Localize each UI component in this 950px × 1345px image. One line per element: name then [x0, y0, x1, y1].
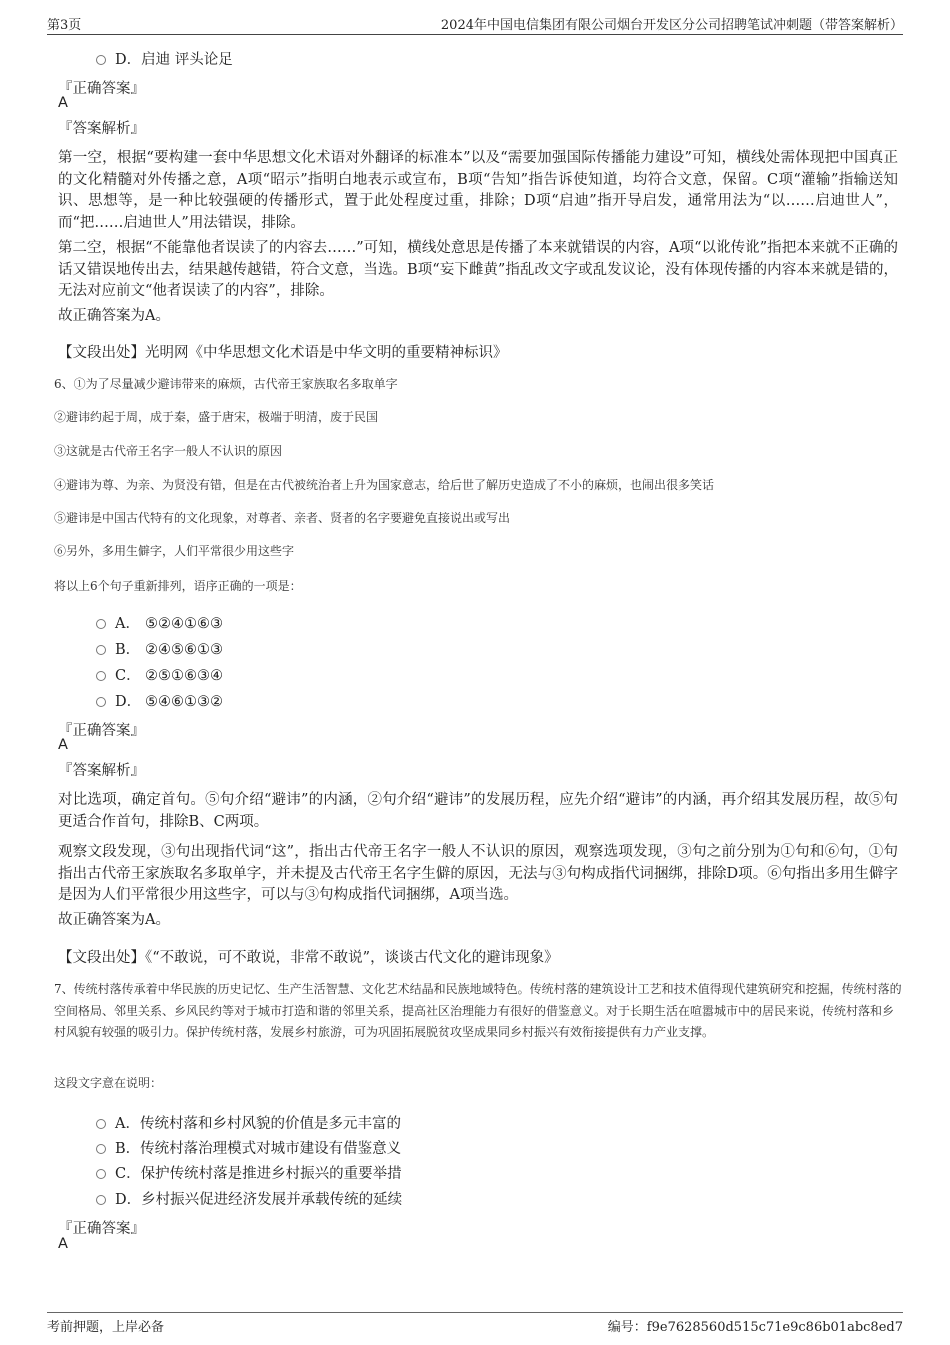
option-text: 传统村落治理模式对城市建设有借鉴意义 [140, 1141, 402, 1157]
page-footer [47, 1312, 903, 1336]
q6-sentence: ④避讳为尊、为亲、为贤没有错，但是在古代被统治者上升为国家意志，给后世了解历史造成了不小的麻烦，也闹出很多笑话 [54, 478, 715, 492]
q6-sentence: ③这就是古代帝王名字一般人不认识的原因 [54, 444, 283, 458]
option-key: C． [115, 1166, 141, 1182]
option-key: B． [115, 1141, 141, 1157]
radio-icon[interactable] [96, 1119, 106, 1129]
q6-option-d[interactable] [96, 690, 223, 711]
option-text: 传统村落和乡村风貌的价值是多元丰富的 [139, 1116, 401, 1132]
page-header [47, 14, 903, 35]
radio-icon[interactable] [96, 1195, 106, 1205]
q7-option-d[interactable] [96, 1188, 402, 1209]
q6-analysis-paragraph: 观察文段发现，③句出现指代词“这”，指出古代帝王名字一般人不认识的原因，观察选项发现，③句之前分别为①句和⑥句，①句指出古代帝王家族取名多取单字，并未提及古代帝王名字生僻的原因，无法与③句构成指代词捆绑，排除D项。⑥句指出多用生僻字是因为人们平常很少用这些字，可以与③句构成指代词捆绑，A项当选。 [58, 844, 898, 903]
option-key: D． [115, 52, 142, 68]
option-key: D． [115, 694, 142, 710]
page-number: 第3页 [47, 18, 82, 33]
radio-icon[interactable] [96, 1144, 106, 1154]
q5-conclusion: 故正确答案为A。 [58, 308, 170, 324]
q7-answer-label: 『正确答案』 [58, 1221, 145, 1237]
q6-sentence: ⑥另外，多用生僻字，人们平常很少用这些字 [54, 544, 295, 558]
option-key: A． [115, 616, 140, 632]
q7-stem: 7、传统村落传承着中华民族的历史记忆、生产生活智慧、文化艺术结晶和民族地域特色。传统村落的建筑设计工艺和技术值得现代建筑研究和挖掘，传统村落的空间格局、邻里关系、乡风民约等对于城市打造和谐的邻里关系，提高社区治理能力有很好的借鉴意义。对于长期生活在喧嚣城市中的居民来说，传统村落和乡村风貌有较强的吸引力。保护传统村落，发展乡村旅游，可为巩固拓展脱贫攻坚成果同乡村振兴有效衔接提供有力产业支撑。 [54, 982, 902, 1039]
document-title: 2024年中国电信集团有限公司烟台开发区分公司招聘笔试冲刺题（带答案解析） [440, 18, 903, 33]
q7-answer-value: A [58, 1236, 68, 1252]
radio-icon[interactable] [96, 55, 106, 65]
q6-analysis-label: 『答案解析』 [58, 763, 145, 779]
q5-analysis-label: 『答案解析』 [58, 121, 145, 137]
radio-icon[interactable] [96, 697, 106, 707]
q6-option-a[interactable] [96, 612, 223, 633]
q5-analysis-paragraph: 第一空，根据“要构建一套中华思想文化术语对外翻译的标准本”以及“需要加强国际传播能力建设”可知，横线处需体现把中国真正的文化精髓对外传播之意，A项“昭示”指明白地表示或宣布，B项“告知”指告诉使知道，均符合文意，保留。C项“灌输”指输送知识、思想等，是一种比较强硬的传播形式，置于此处程度过重，排除；D项“启迪”指开导启发，通常用法为“以……启迪世人”，而“把……启迪世人”用法错误，排除。 [58, 150, 898, 231]
radio-icon[interactable] [96, 671, 106, 681]
q5-analysis-paragraph: 第二空，根据“不能靠他者误读了的内容去……”可知，横线处意思是传播了本来就错误的内容，A项“以讹传讹”指把本来就不正确的话又错误地传出去，结果越传越错，符合文意，当选。B项“妄下雌黄”指乱改文字或乱发议论，没有体现传播的内容本来就是错的，无法对应前文“他者误读了的内容”，排除。 [58, 240, 898, 299]
q6-sentence: ②避讳约起于周，成于秦，盛于唐宋，极端于明清，废于民国 [54, 410, 379, 424]
option-text: 保护传统村落是推进乡村振兴的重要举措 [140, 1166, 402, 1182]
q6-source: 【文段出处】《“不敢说，可不敢说，非常不敢说”，谈谈古代文化的避讳现象》 [58, 950, 559, 966]
option-text: ⑤②④①⑥③ [145, 616, 223, 632]
option-text: ⑤④⑥①③② [145, 694, 223, 710]
q7-option-a[interactable] [96, 1112, 401, 1133]
option-text: ②⑤①⑥③④ [145, 668, 223, 684]
q6-option-b[interactable] [96, 638, 223, 659]
q6-analysis-paragraph: 对比选项，确定首句。⑤句介绍“避讳”的内涵，②句介绍“避讳”的发展历程，应先介绍“避讳”的内涵，再介绍其发展历程，故⑤句更适合作首句，排除B、C两项。 [58, 792, 898, 830]
q6-answer-label: 『正确答案』 [58, 723, 145, 739]
footer-slogan: 考前押题，上岸必备 [47, 1320, 165, 1335]
q6-sentence: 6、①为了尽量减少避讳带来的麻烦，古代帝王家族取名多取单字 [54, 377, 398, 391]
q6-conclusion: 故正确答案为A。 [58, 912, 170, 928]
q6-sentence: ⑤避讳是中国古代特有的文化现象，对尊者、亲者、贤者的名字要避免直接说出或写出 [54, 511, 511, 525]
footer-serial: 编号：f9e7628560d515c71e9c86b01abc8ed7 [607, 1320, 903, 1335]
q5-option-d[interactable] [96, 48, 233, 69]
q7-option-b[interactable] [96, 1137, 401, 1158]
option-text: 启迪 评头论足 [141, 52, 233, 68]
q5-answer-label: 『正确答案』 [58, 81, 145, 97]
radio-icon[interactable] [96, 1169, 106, 1179]
q5-answer-value: A [58, 95, 68, 111]
q6-answer-value: A [58, 737, 68, 753]
option-key: D． [115, 1192, 142, 1208]
option-text: ②④⑤⑥①③ [145, 642, 223, 658]
q7-option-c[interactable] [96, 1162, 402, 1183]
option-text: 乡村振兴促进经济发展并承载传统的延续 [141, 1192, 403, 1208]
option-key: B． [115, 642, 141, 658]
radio-icon[interactable] [96, 645, 106, 655]
option-key: A． [115, 1116, 140, 1132]
q5-source: 【文段出处】光明网《中华思想文化术语是中华文明的重要精神标识》 [58, 345, 508, 361]
radio-icon[interactable] [96, 619, 106, 629]
q7-prompt: 这段文字意在说明： [54, 1076, 163, 1090]
q6-prompt: 将以上6个句子重新排列，语序正确的一项是： [54, 579, 302, 593]
q6-option-c[interactable] [96, 664, 223, 685]
option-key: C． [115, 668, 141, 684]
